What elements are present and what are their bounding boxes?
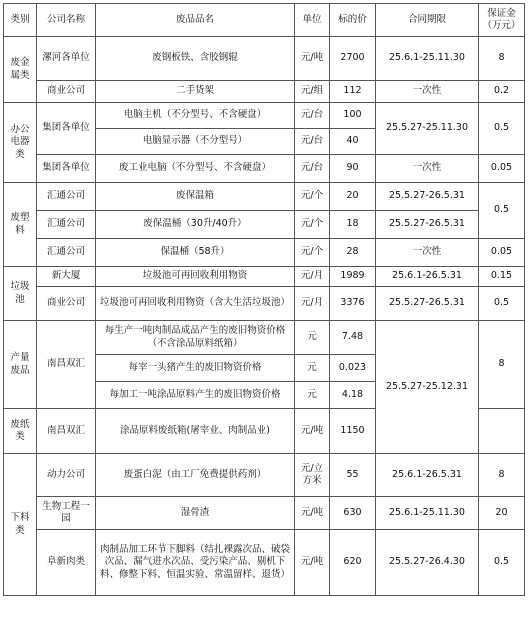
header-unit: 单位	[295, 4, 330, 37]
price-cell: 40	[330, 129, 376, 155]
item-cell: 废保温桶（30升/40升）	[96, 211, 295, 239]
price-cell: 20	[330, 183, 376, 211]
term-cell: 一次性	[376, 81, 479, 103]
unit-cell: 元/吨	[295, 37, 330, 81]
table-row	[4, 497, 525, 530]
unit-cell: 元/台	[295, 103, 330, 129]
item-cell: 垃圾池可再回收利用物资	[96, 267, 295, 287]
term-cell: 25.6.1-25.11.30	[376, 497, 479, 530]
scrap-price-table	[3, 3, 525, 596]
item-cell: 垃圾池可再回收利用物资（含大生活垃圾池）	[96, 287, 295, 321]
price-cell: 112	[330, 81, 376, 103]
term-cell: 一次性	[376, 155, 479, 183]
category-waste-paper: 废纸类	[4, 409, 37, 454]
price-cell: 4.18	[330, 382, 376, 409]
table-row	[4, 239, 525, 267]
deposit-cell: 8	[479, 454, 525, 497]
company-cell: 生物工程一园	[37, 497, 96, 530]
company-cell: 商业公司	[37, 287, 96, 321]
unit-cell: 元/吨	[295, 530, 330, 596]
item-cell: 二手货架	[96, 81, 295, 103]
table-row	[4, 287, 525, 321]
table-row	[4, 103, 525, 129]
header-term: 合同期限	[376, 4, 479, 37]
price-cell: 1150	[330, 409, 376, 454]
unit-cell: 元/台	[295, 129, 330, 155]
term-cell: 25.5.27-26.5.31	[376, 211, 479, 239]
category-waste-plastic: 废塑料	[4, 183, 37, 267]
deposit-cell: 20	[479, 497, 525, 530]
table-row	[4, 321, 525, 355]
term-cell: 一次性	[376, 239, 479, 267]
category-offcut: 下料类	[4, 454, 37, 596]
price-cell: 2700	[330, 37, 376, 81]
deposit-cell: 0.15	[479, 267, 525, 287]
item-cell: 废钢板铁、含胶钢辊	[96, 37, 295, 81]
deposit-cell: 0.05	[479, 155, 525, 183]
deposit-cell: 0.5	[479, 183, 525, 239]
deposit-cell: 8	[479, 37, 525, 81]
company-cell: 汇通公司	[37, 211, 96, 239]
header-deposit: 保证金（万元）	[479, 4, 525, 37]
unit-cell: 元	[295, 321, 330, 355]
table-row	[4, 530, 525, 596]
table-row	[4, 183, 525, 211]
price-cell: 1989	[330, 267, 376, 287]
item-cell: 废保温箱	[96, 183, 295, 211]
price-cell: 0.023	[330, 355, 376, 382]
deposit-cell: 0.5	[479, 103, 525, 155]
unit-cell: 元	[295, 355, 330, 382]
category-production-waste: 产量废品	[4, 321, 37, 409]
item-cell: 每加工一吨涂品原料产生的废旧物资价格	[96, 382, 295, 409]
table-row	[4, 211, 525, 239]
unit-cell: 元/吨	[295, 409, 330, 454]
unit-cell: 元/个	[295, 211, 330, 239]
company-cell: 汇通公司	[37, 239, 96, 267]
table-row	[4, 454, 525, 497]
company-cell: 集团各单位	[37, 103, 96, 155]
item-cell: 每生产一吨肉制品成品产生的废旧物资价格（不含涂品原料纸箱）	[96, 321, 295, 355]
table-row	[4, 37, 525, 81]
deposit-cell: 0.05	[479, 239, 525, 267]
company-cell: 商业公司	[37, 81, 96, 103]
company-cell: 阜新肉类	[37, 530, 96, 596]
category-scrap-metal: 废金属类	[4, 37, 37, 103]
item-cell: 每宰一头猪产生的废旧物资价格	[96, 355, 295, 382]
header-price: 标的价	[330, 4, 376, 37]
table-row	[4, 155, 525, 183]
price-cell: 620	[330, 530, 376, 596]
price-cell: 28	[330, 239, 376, 267]
item-cell: 电脑显示器（不分型号）	[96, 129, 295, 155]
unit-cell: 元/立方米	[295, 454, 330, 497]
term-cell: 25.6.1-25.11.30	[376, 37, 479, 81]
term-cell: 25.6.1-26.5.31	[376, 267, 479, 287]
table-row	[4, 267, 525, 287]
company-cell: 新大厦	[37, 267, 96, 287]
unit-cell: 元/吨	[295, 497, 330, 530]
unit-cell: 元/个	[295, 183, 330, 211]
table-container	[3, 3, 525, 596]
header-item: 废品品名	[96, 4, 295, 37]
unit-cell: 元/组	[295, 81, 330, 103]
company-cell: 动力公司	[37, 454, 96, 497]
item-cell: 肉制品加工环节下脚料（结扎裸露次品、破袋次品、漏气进水次品、受污染产品、剔机下料、修整下料、恒温实验、常温留样、退货）	[96, 530, 295, 596]
unit-cell: 元/个	[295, 239, 330, 267]
deposit-cell	[479, 409, 525, 454]
header-category: 类别	[4, 4, 37, 37]
unit-cell: 元	[295, 382, 330, 409]
category-office-appliances: 办公电器类	[4, 103, 37, 183]
deposit-cell: 8	[479, 321, 525, 409]
category-garbage-pool: 垃圾池	[4, 267, 37, 321]
item-cell: 湿骨渣	[96, 497, 295, 530]
unit-cell: 元/月	[295, 267, 330, 287]
table-row	[4, 81, 525, 103]
item-cell: 废蛋白泥（由工厂免费提供药剂）	[96, 454, 295, 497]
company-cell: 汇通公司	[37, 183, 96, 211]
price-cell: 630	[330, 497, 376, 530]
price-cell: 90	[330, 155, 376, 183]
company-cell: 南昌双汇	[37, 409, 96, 454]
item-cell: 废工业电脑（不分型号、不含硬盘）	[96, 155, 295, 183]
unit-cell: 元/台	[295, 155, 330, 183]
term-cell: 25.5.27-25.11.30	[376, 103, 479, 155]
item-cell: 涂品原料废纸箱(屠宰业、肉制品业)	[96, 409, 295, 454]
term-cell: 25.5.27-26.4.30	[376, 530, 479, 596]
price-cell: 18	[330, 211, 376, 239]
price-cell: 7.48	[330, 321, 376, 355]
price-cell: 3376	[330, 287, 376, 321]
unit-cell: 元/月	[295, 287, 330, 321]
deposit-cell: 0.5	[479, 287, 525, 321]
company-cell: 漯河各单位	[37, 37, 96, 81]
deposit-cell: 0.5	[479, 530, 525, 596]
term-cell: 25.5.27-26.5.31	[376, 287, 479, 321]
term-cell: 25.5.27-25.12.31	[376, 321, 479, 454]
term-cell: 25.6.1-26.5.31	[376, 454, 479, 497]
deposit-cell: 0.2	[479, 81, 525, 103]
header-company: 公司名称	[37, 4, 96, 37]
term-cell: 25.5.27-26.5.31	[376, 183, 479, 211]
price-cell: 55	[330, 454, 376, 497]
header-row	[4, 4, 525, 37]
company-cell: 集团各单位	[37, 155, 96, 183]
price-cell: 100	[330, 103, 376, 129]
item-cell: 电脑主机（不分型号、不含硬盘）	[96, 103, 295, 129]
company-cell: 南昌双汇	[37, 321, 96, 409]
item-cell: 保温桶（58升）	[96, 239, 295, 267]
